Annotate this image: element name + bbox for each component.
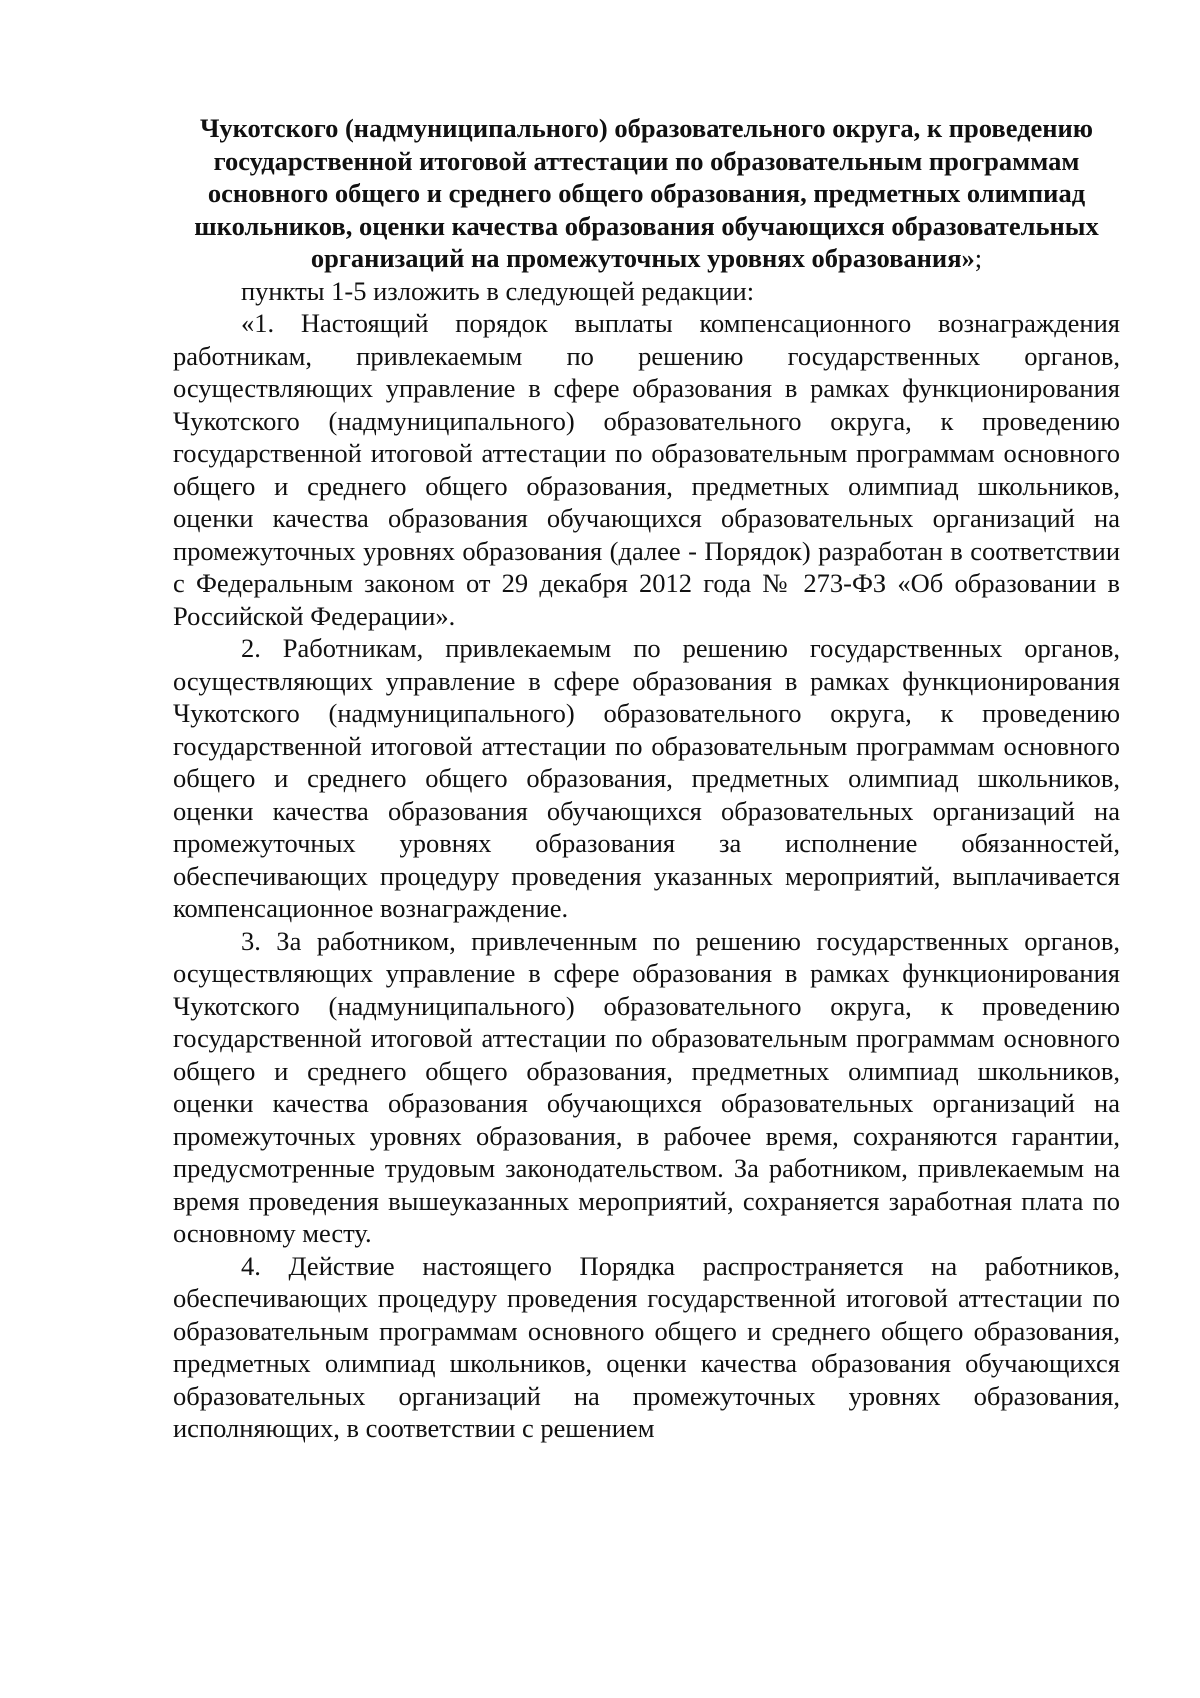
heading-bold-text: Чукотского (надмуниципального) образовательного округа, к проведению государственной итоговой аттестации по образовательным программам основного общего и среднего общего образования, предметных олимпиад школьников, оценки качества образования обучающихся образовательных организаций на промежуточных уровнях образования» [194, 113, 1099, 273]
heading-tail: ; [974, 243, 983, 273]
document-heading [173, 112, 1120, 275]
paragraph-intro: пункты 1-5 изложить в следующей редакции: [241, 275, 755, 306]
paragraph-item-1: «1. Настоящий порядок выплаты компенсационного вознаграждения работникам, привлекаемым по решению государственных органов, осуществляющих управление в сфере образования в рамках функционирования Чукотского (надмуниципального) образовательного округа, к проведению государственной итоговой аттестации по образовательным программам основного общего и среднего общего образования, предметных олимпиад школьников, оценки качества образования обучающихся образовательных организаций на промежуточных уровнях образования (далее - Порядок) разработан в соответствии с Федеральным законом от 29 декабря 2012 года № 273-ФЗ «Об образовании в Российской Федерации». [173, 308, 1120, 631]
document-page [173, 112, 1120, 1445]
paragraph-item-3: 3. За работником, привлеченным по решению государственных органов, осуществляющих управление в сфере образования в рамках функционирования Чукотского (надмуниципального) образовательного округа, к проведению государственной итоговой аттестации по образовательным программам основного общего и среднего общего образования, предметных олимпиад школьников, оценки качества образования обучающихся образовательных организаций на промежуточных уровнях образования, в рабочее время, сохраняются гарантии, предусмотренные трудовым законодательством. За работником, привлекаемым на время проведения вышеуказанных мероприятий, сохраняется заработная плата по основному месту. [173, 925, 1120, 1248]
paragraph-item-4: 4. Действие настоящего Порядка распространяется на работников, обеспечивающих процедуру проведения государственной итоговой аттестации по образовательным программам основного общего и среднего общего образования, предметных олимпиад школьников, оценки качества образования обучающихся образовательных организаций на промежуточных уровнях образования, исполняющих, в соответствии с решением [173, 1250, 1120, 1443]
paragraph-item-2: 2. Работникам, привлекаемым по решению государственных органов, осуществляющих управление в сфере образования в рамках функционирования Чукотского (надмуниципального) образовательного округа, к проведению государственной итоговой аттестации по образовательным программам основного общего и среднего общего образования, предметных олимпиад школьников, оценки качества образования обучающихся образовательных организаций на промежуточных уровнях образования за исполнение обязанностей, обеспечивающих процедуру проведения указанных мероприятий, выплачивается компенсационное вознаграждение. [173, 633, 1120, 923]
